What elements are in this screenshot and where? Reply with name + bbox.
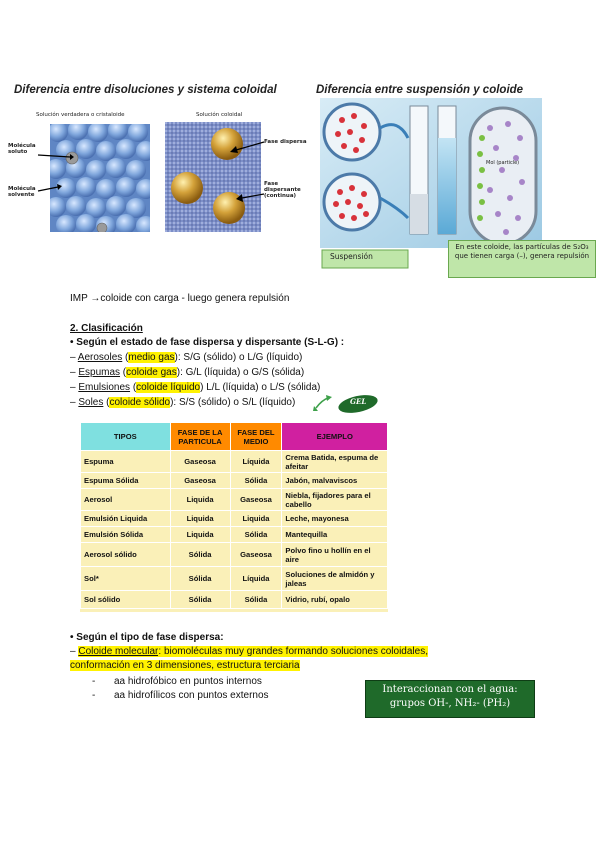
- table-cell: Sólida: [170, 591, 230, 609]
- table-row: [81, 543, 388, 567]
- water-interaction-box: [365, 680, 535, 718]
- table-cell: Soluciones de almidón y jaleas: [282, 567, 388, 591]
- gel-badge: [312, 392, 382, 423]
- table-cell: Líquida: [230, 567, 282, 591]
- suspension-label: Suspensión: [330, 252, 373, 261]
- table-cell: Jabón, malvaviscos: [282, 473, 388, 489]
- label-molecula-soluto: Molécula soluto: [8, 143, 36, 155]
- table-cell: Sólida: [230, 591, 282, 609]
- list-item-aerosoles: – Aerosoles (medio gas): S/G (sólido) o L/G (líquido): [70, 352, 303, 363]
- callout-box: [448, 240, 596, 278]
- table-cell: Liquida: [170, 527, 230, 543]
- tiny-label: Mol (particle): [486, 160, 520, 166]
- table-cell: Espuma: [81, 451, 171, 473]
- table-cell: Sólida: [170, 567, 230, 591]
- table-row: [81, 511, 388, 527]
- table-cell: Gaseosa: [170, 451, 230, 473]
- table-cell: Niebla, fijadores para el cabello: [282, 489, 388, 511]
- table-row: [81, 567, 388, 591]
- header-ejemplo: EJEMPLO: [282, 423, 388, 451]
- left-panel-arrows: [36, 145, 76, 205]
- table-cell: Emulsión Liquida: [81, 511, 171, 527]
- right-panel-arrows: [226, 136, 266, 206]
- table-cell: Crema Batida, espuma de afeitar: [282, 451, 388, 473]
- table-cell: Aerosol sólido: [81, 543, 171, 567]
- header-tipos: TIPOS: [81, 423, 171, 451]
- bullet-item: - aa hidrofóbico en puntos internos: [92, 676, 262, 687]
- header-fase-medio: FASE DEL MEDIO: [230, 423, 282, 451]
- clasificacion-heading: 2. Clasificación: [70, 323, 143, 334]
- list-item-espumas: – Espumas (coloide gas): G/L (líquida) o G/S (sólida): [70, 367, 305, 378]
- right-section-title: Diferencia entre suspensión y coloide: [316, 84, 524, 96]
- table-row: [81, 489, 388, 511]
- panel2-caption: Solución coloidal: [196, 112, 243, 118]
- table-cell: Vidrio, rubí, opalo: [282, 591, 388, 609]
- colloid-table: [80, 422, 388, 609]
- table-row: [81, 451, 388, 473]
- table-cell: Sol*: [81, 567, 171, 591]
- list-item-soles: – Soles (coloide sólido): S/S (sólido) o S/L (líquido): [70, 397, 296, 408]
- green-box-line2: grupos OH-, NH₂- (PH₂): [389, 698, 511, 709]
- state-list: [70, 351, 320, 409]
- table-cell: Liquida: [170, 511, 230, 527]
- table-cell: Aerosol: [81, 489, 171, 511]
- table-cell: Sólida: [230, 473, 282, 489]
- table-row: [81, 527, 388, 543]
- table-cell: Liquida: [170, 489, 230, 511]
- table-cell: Gaseosa: [230, 489, 282, 511]
- table-cell: Leche, mayonesa: [282, 511, 388, 527]
- imp-line: IMP →coloide con carga - luego genera repulsión: [70, 293, 290, 304]
- table-cell: Liquida: [230, 511, 282, 527]
- table-cell: Mantequilla: [282, 527, 388, 543]
- green-box-line1: Interaccionan con el agua:: [382, 684, 518, 695]
- table-cell: Sólida: [230, 527, 282, 543]
- table-row: [81, 473, 388, 489]
- table-cell: Gaseosa: [230, 543, 282, 567]
- label-fase-dispersante: Fase dispersante (continua): [264, 181, 301, 199]
- table-cell: Polvo fino u hollín en el aire: [282, 543, 388, 567]
- label-molecula-solvente: Molécula solvente: [8, 186, 36, 198]
- gel-label: GEL: [350, 397, 367, 406]
- label-fase-dispersa: Fase dispersa: [264, 139, 307, 145]
- header-fase-particula: FASE DE LA PARTICULA: [170, 423, 230, 451]
- table-cell: Sol sólido: [81, 591, 171, 609]
- table-cell: Emulsión Sólida: [81, 527, 171, 543]
- clasificacion-sub2: • Según el tipo de fase dispersa:: [70, 632, 224, 643]
- table-row: [81, 591, 388, 609]
- list-item-emulsiones: – Emulsiones (coloide líquido) L/L (líquida) o L/S (sólida): [70, 382, 321, 393]
- bullet-item: - aa hidrofílicos con puntos externos: [92, 690, 269, 701]
- coloide-molecular-line1: – Coloide molecular: biomoléculas muy grandes formando soluciones coloidales,: [70, 646, 428, 657]
- left-section-title: Diferencia entre disoluciones y sistema coloidal: [14, 84, 277, 96]
- coloide-molecular-line2: conformación en 3 dimensiones, estructura terciaria: [70, 660, 300, 671]
- panel1-caption: Solución verdadera o cristaloide: [36, 112, 125, 118]
- colloid-table-wrap: [80, 422, 388, 612]
- table-cell: Espuma Sólida: [81, 473, 171, 489]
- callout-text: En este coloide, las partículas de S₂O₃ que tienen carga (–), genera repulsión: [454, 243, 590, 260]
- table-cell: Líquida: [230, 451, 282, 473]
- clasificacion-sub1: • Según el estado de fase dispersa y dispersante (S-L-G) :: [70, 337, 345, 348]
- table-cell: Gaseosa: [170, 473, 230, 489]
- table-cell: Sólida: [170, 543, 230, 567]
